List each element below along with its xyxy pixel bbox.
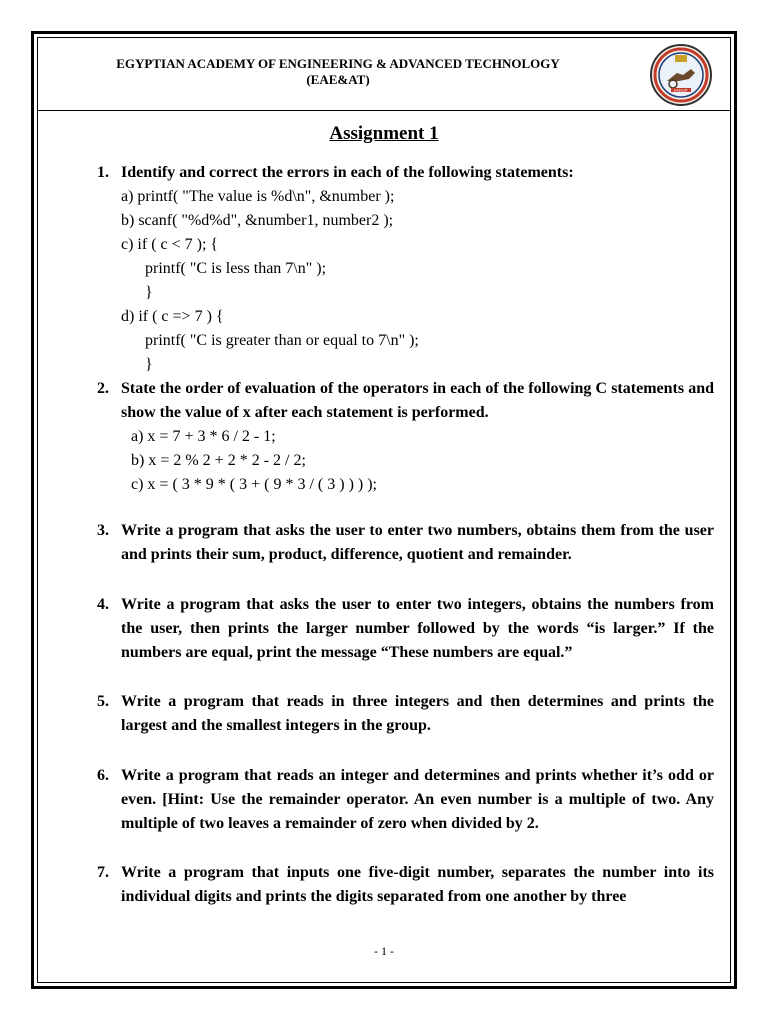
code-line: c) if ( c < 7 ); { — [121, 236, 219, 253]
question-text: State the order of evaluation of the operators in each of the following C statements and show the value of x after each statement is performed. — [121, 380, 714, 421]
question-text: Write a program that asks the user to enter two integers, obtains the numbers from the user, then prints the larger number followed by the words “is larger.” If the numbers are equal, print the message “These numbers are equal.” — [121, 596, 714, 661]
question-text: Identify and correct the errors in each of the following statements: — [121, 164, 574, 181]
question-number: 6. — [97, 767, 109, 784]
assignment-title: Assignment 1 — [329, 123, 439, 144]
code-line: b) scanf( "%d%d", &number1, number2 ); — [121, 212, 394, 229]
logo-text: EAE&AT — [674, 88, 688, 93]
question-number: 5. — [97, 693, 109, 710]
question-7 — [97, 861, 714, 909]
question-1 — [97, 161, 714, 377]
code-line: b) x = 2 % 2 + 2 * 2 - 2 / 2; — [131, 452, 306, 469]
question-number: 3. — [97, 522, 109, 539]
code-line: printf( "C is greater than or equal to 7\n" ); — [145, 332, 419, 349]
question-5 — [97, 690, 714, 738]
code-line: a) x = 7 + 3 * 6 / 2 - 1; — [131, 428, 276, 445]
code-line: c) x = ( 3 * 9 * ( 3 + ( 9 * 3 / ( 3 ) ) ) ); — [131, 476, 377, 493]
header-divider — [38, 110, 730, 111]
institution-abbrev: (EAE&AT) — [306, 72, 370, 87]
question-text: Write a program that reads an integer and determines and prints whether it’s odd or even. [Hint: Use the remainder operator. An even number is a multiple of two. Any multiple of two leaves a remainder of zero when divided by 2. — [121, 767, 714, 832]
question-number: 2. — [97, 380, 109, 397]
academy-logo — [649, 43, 713, 107]
question-text: Write a program that asks the user to enter two numbers, obtains them from the user and prints their sum, product, difference, quotient and remainder. — [121, 522, 714, 563]
code-line: d) if ( c => 7 ) { — [121, 308, 224, 325]
question-3 — [97, 519, 714, 567]
code-line: printf( "C is less than 7\n" ); — [145, 260, 327, 277]
code-line: } — [145, 356, 153, 373]
code-line: a) printf( "The value is %d\n", &number ); — [121, 188, 395, 205]
question-number: 4. — [97, 596, 109, 613]
question-4 — [97, 593, 714, 665]
institution-name: EGYPTIAN ACADEMY OF ENGINEERING & ADVANCED TECHNOLOGY — [116, 56, 560, 71]
document-header — [38, 38, 730, 110]
page-number: - 1 - — [374, 944, 394, 958]
question-number: 7. — [97, 864, 109, 881]
question-text: Write a program that reads in three integers and then determines and prints the largest and the smallest integers in the group. — [121, 693, 714, 734]
header-title — [78, 56, 598, 88]
code-line: } — [145, 284, 153, 301]
question-2 — [97, 377, 714, 497]
question-number: 1. — [97, 164, 109, 181]
question-6 — [97, 764, 714, 836]
question-text: Write a program that inputs one five-digit number, separates the number into its individual digits and prints the digits separated from one another by three — [121, 864, 714, 905]
